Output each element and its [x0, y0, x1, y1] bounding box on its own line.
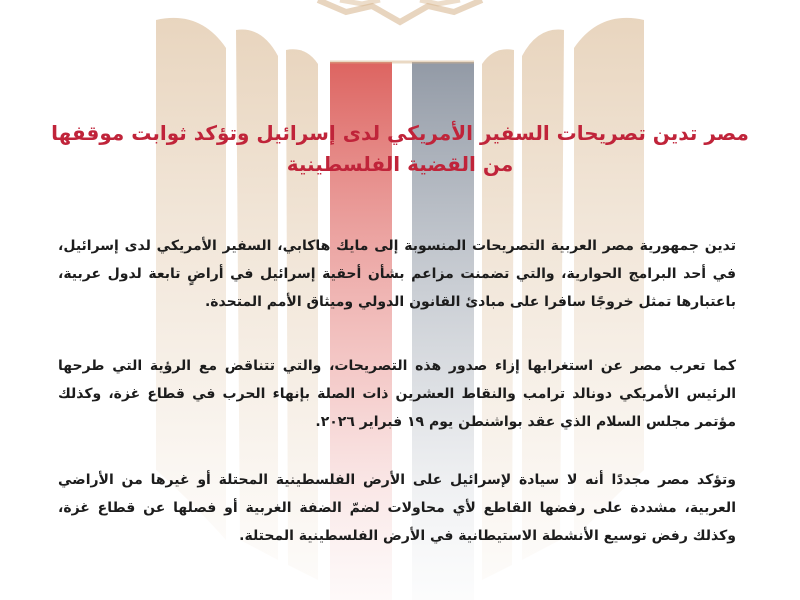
- statement-paragraph-1: تدين جمهورية مصر العربية التصريحات المنسوبة إلى مايك هاكابي، السفير الأمريكي لدى إسرائيل، في أحد البرامج الحوارية، والتي تضمنت مزاعم بشأن أحقية إسرائيل في أراضٍ تابعة لدول عربية، باعتبارها تمثل خروجًا سافرا على مبادئ القانون الدولي وميثاق الأمم المتحدة.: [58, 238, 736, 310]
- statement-title: مصر تدين تصريحات السفير الأمريكي لدى إسرائيل وتؤكد ثوابت موقفها من القضية الفلسطينية: [51, 121, 749, 176]
- statement-paragraph-2: كما تعرب مصر عن استغرابها إزاء صدور هذه التصريحات، والتي تتناقض مع الرؤية التي طرحها الرئيس الأمريكي دونالد ترامب والنقاط العشرين ذات الصلة بإنهاء الحرب في قطاع غزة، وكذلك مؤتمر مجلس السلام الذي عقد بواشنطن يوم ١٩ فبراير ٢٠٢٦.: [58, 358, 736, 430]
- statement-paragraph-3: وتؤكد مصر مجددًا أنه لا سيادة لإسرائيل على الأرض الفلسطينية المحتلة أو غيرها من الأراضي العربية، مشددة على رفضها القاطع لأي محاولات لضمّ الضفة الغربية أو فصلها عن قطاع غزة، وكذلك رفض توسيع الأنشطة الاستيطانية في الأرض الفلسطينية المحتلة.: [58, 472, 736, 544]
